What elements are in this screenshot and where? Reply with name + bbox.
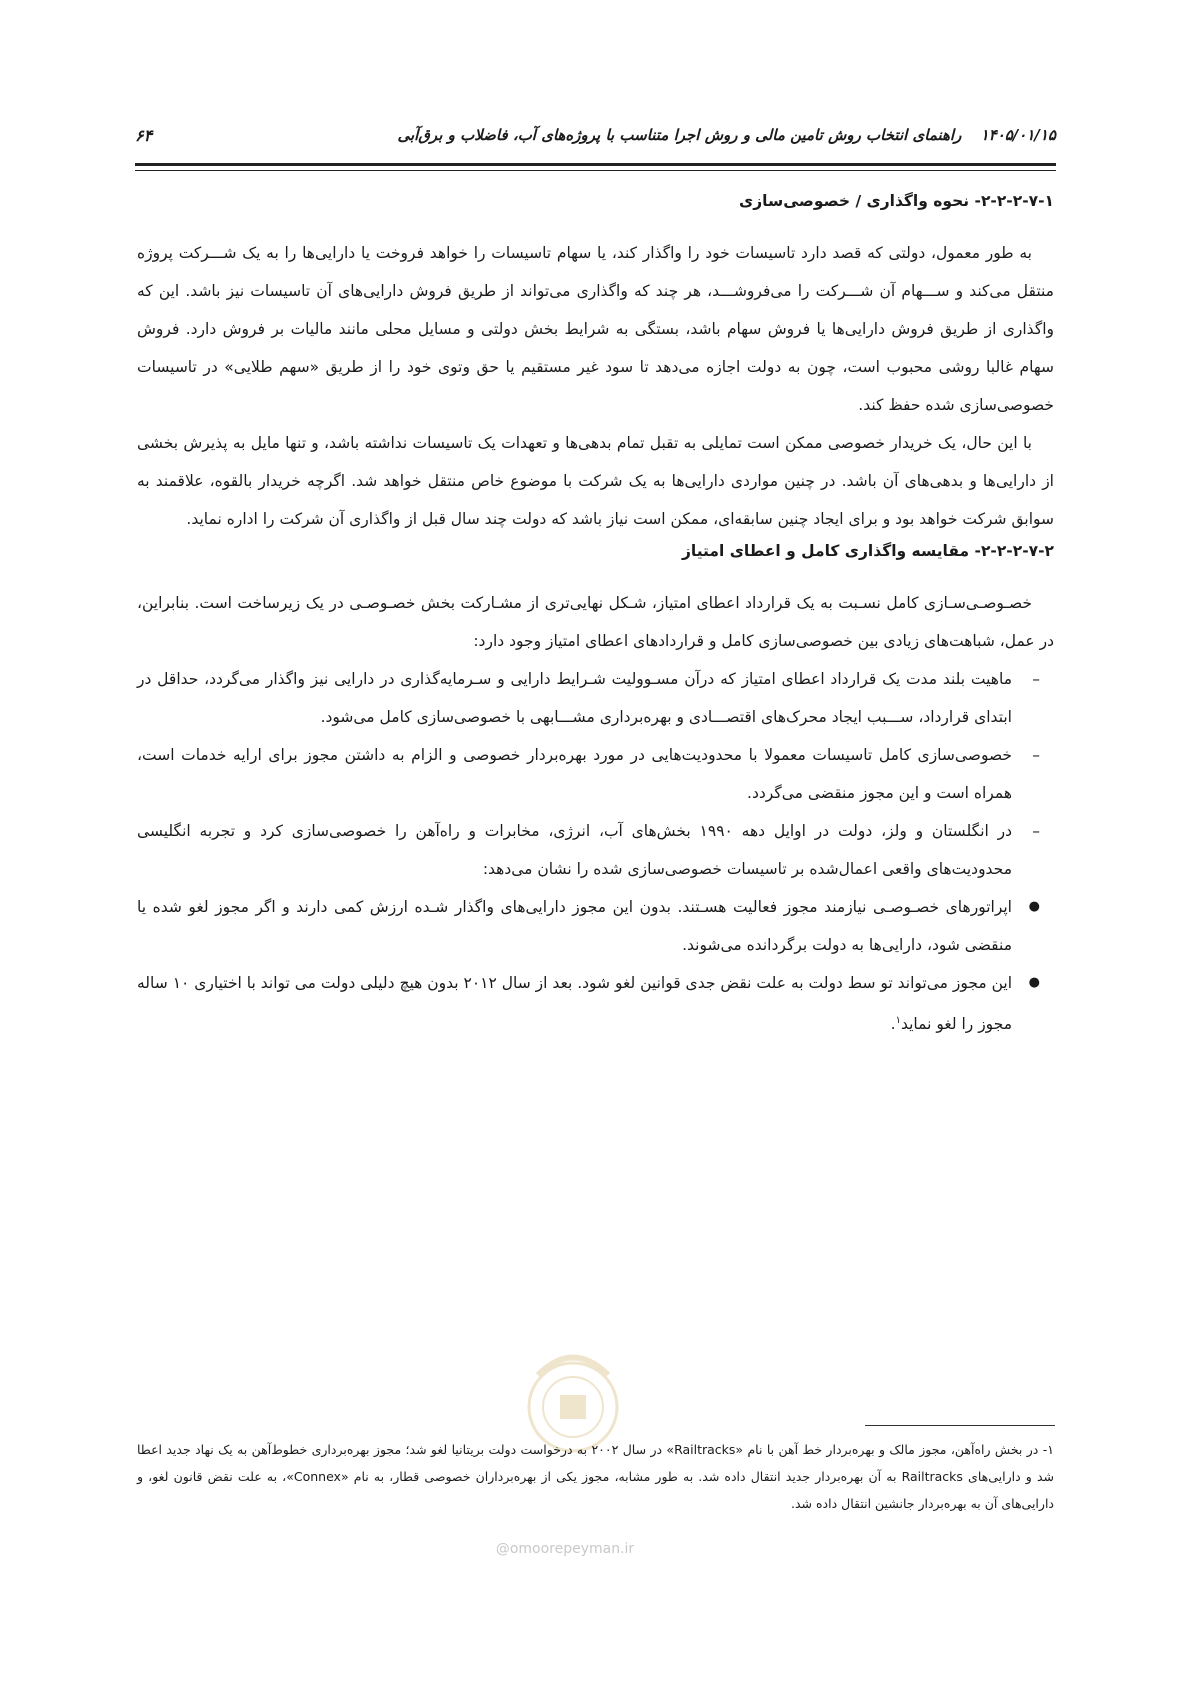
header-title-text: راهنمای انتخاب روش تامین مالی و روش اجرا متناسب با پروژه‌های آب، فاضلاب و برق‌آبی bbox=[397, 126, 962, 144]
list-item: ● اپراتورهای خصـوصـی نیازمند مجوز فعالیت هسـتند. بدون این مجوز دارایی‌های واگذار شـده ارزش کمی دارند و اگر مجوز لغو شده یا منقضی شود، دارایی‌ها به دولت برگردانده می‌شوند. bbox=[137, 888, 1054, 964]
section-heading-transfer: ۲-۲-۲-۷-۱- نحوه واگذاری / خصوصی‌سازی bbox=[739, 192, 1054, 210]
footnote-divider bbox=[865, 1425, 1055, 1426]
header-date: ۱۴۰۵/۰۱/۱۵ bbox=[980, 126, 1056, 144]
header-divider bbox=[135, 163, 1056, 171]
main-content bbox=[137, 188, 1054, 1043]
bullet-marker: ● bbox=[1028, 899, 1040, 914]
dash-marker: – bbox=[1032, 746, 1040, 764]
paragraph: به طور معمول، دولتی که قصد دارد تاسیسات خود را واگذار کند، یا سهام تاسیسات را خواهد فروخت یا دارایی‌ها را به یک شـــرکت پروژه منتقل می‌کند و ســـهام آن شـــرکت را می‌فروشـــد، هر چند که واگذاری می‌تواند از طریق فروش دارایی‌های آن تاسیسات نیز باشد. این که واگذاری از طریق فروش دارایی‌ها یا فروش سهام باشد، بستگی به شرایط بخش دولتی و مسایل محلی مانند مالیات بر فروش دارد. فروش سهام غالبا روشی محبوب است، چون به دولت اجازه می‌دهد تا سود غیر مستقیم یا حق وتوی خود را از طریق «سهم طلایی» در تاسیسات خصوصی‌سازی شده حفظ کند. bbox=[137, 244, 1054, 414]
dash-marker: – bbox=[1032, 822, 1040, 840]
dash-list bbox=[137, 660, 1054, 888]
header-title bbox=[397, 126, 1056, 144]
watermark-site-text: @omoorepeyman.ir bbox=[495, 1541, 635, 1557]
running-header bbox=[135, 126, 1056, 154]
list-item: – در انگلستان و ولز، دولت در اوایل دهه ۱۹۹۰ بخش‌های آب، انرژی، مخابرات و راه‌آهن را خصوصی‌سازی کرد و تجربه انگلیسی محدودیت‌های واقعی اعمال‌شده بر تاسیسات خصوصی‌سازی شده را نشان می‌دهد: bbox=[137, 812, 1054, 888]
list-item: – خصوصی‌سازی کامل تاسیسات معمولا با محدودیت‌هایی در مورد بهره‌بردار خصوصی و الزام به داشتن مجوز برای ارایه خدمات است، همراه است و این مجوز منقضی می‌گردد. bbox=[137, 736, 1054, 812]
paragraph: با این حال، یک خریدار خصوصی ممکن است تمایلی به تقبل تمام بدهی‌ها و تعهدات یک تاسیسات نداشته باشد، و تنها مایل به پذیرش بخشی از دارایی‌ها و بدهی‌های آن باشد. در چنین مواردی دارایی‌ها به یک شرکت با موضوع خاص منتقل خواهد شد. اگرچه خریدار بالقوه، علاقمند به سوابق شرکت خواهد بود و برای ایجاد چنین سابقه‌ای، ممکن است نیاز باشد که دولت چند سال قبل از واگذاری آن شرکت را اداره نماید. bbox=[137, 434, 1054, 528]
footnote-reference[interactable]: ۱ bbox=[895, 1015, 901, 1026]
footnote: ۱- در بخش راه‌آهن، مجوز مالک و بهره‌بردار خط آهن با نام «Railtracks» در سال ۲۰۰۲ به درخواست دولت بریتانیا لغو شد؛ مجوز بهره‌برداری خطوط‌آهن به یک نهاد جدید اعطا شد و دارایی‌های Railtracks به آن بهره‌بردار جدید انتقال داده شد. به طور مشابه، مجوز یکی از بهره‌برداران خصوصی قطار، به نام «Connex»، به علت نقض قانون لغو، و دارایی‌های آن به بهره‌بردار جانشین انتقال داده شد. bbox=[137, 1442, 1054, 1511]
list-item: ● این مجوز می‌تواند تو سط دولت به علت نقض جدی قوانین لغو شود. بعد از سال ۲۰۱۲ بدون هیچ دلیلی دولت می تواند با اختیاری ۱۰ ساله مجوز را لغو نماید$^۱$. bbox=[137, 964, 1054, 1043]
list-item: – ماهیت بلند مدت یک قرارداد اعطای امتیاز که درآن مسـوولیت شـرایط دارایی و سـرمایه‌گذاری در دارایی نیز واگذار می‌گردد، حداقل در ابتدای قرارداد، ســـبب ایجاد محرک‌های اقتصـــادی و بهره‌برداری مشـــابهی با خصوصی‌سازی کامل می‌شود. bbox=[137, 660, 1054, 736]
bullet-list bbox=[137, 888, 1054, 1043]
paragraph-intro: خصـوصـی‌سـازی کامل نسـبت به یک قرارداد اعطای امتیاز، شـکل نهایی‌تری از مشـارکت بخش خصـوصـی در یک زیرساخت است. بنابراین، در عمل، شباهت‌های زیادی بین خصوصی‌سازی کامل و قراردادهای اعطای امتیاز وجود دارد: bbox=[137, 594, 1054, 650]
section-heading-comparison: ۲-۲-۲-۷-۲- مقایسه واگذاری کامل و اعطای امتیاز bbox=[681, 542, 1054, 560]
dash-marker: – bbox=[1032, 670, 1040, 688]
bullet-marker: ● bbox=[1028, 975, 1040, 990]
page-number: ۶۴ bbox=[135, 126, 153, 145]
